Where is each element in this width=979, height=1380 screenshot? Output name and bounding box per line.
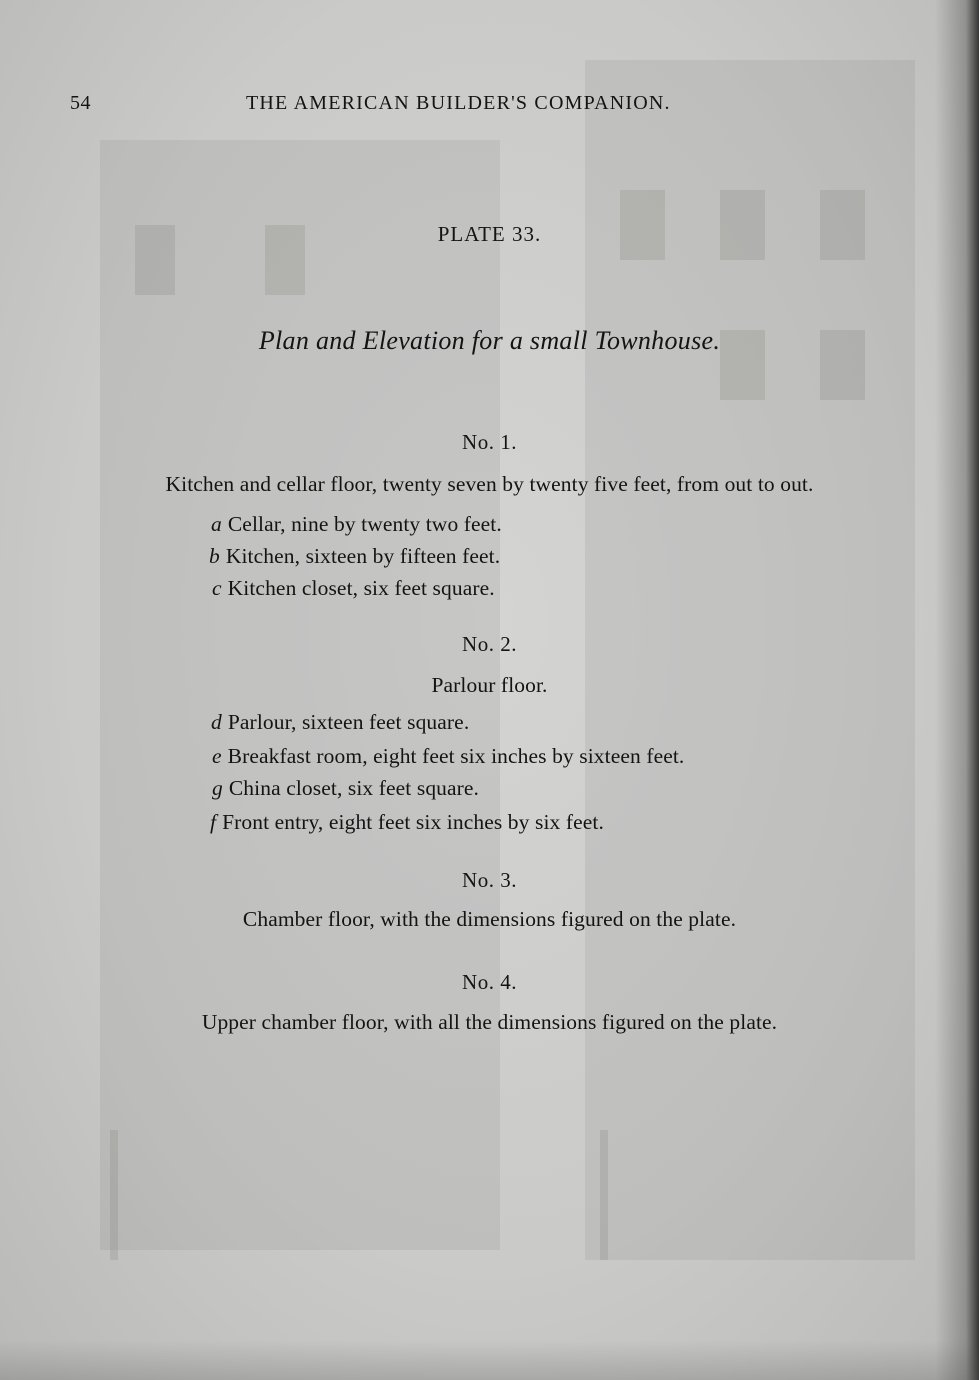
room-item-c (212, 576, 495, 601)
section-number-1: No. 1. (462, 430, 517, 454)
room-description: Breakfast room, eight feet six inches by sixteen feet. (227, 744, 685, 768)
room-description: Parlour, sixteen feet square. (227, 710, 470, 734)
room-description: Cellar, nine by twenty two feet. (227, 512, 502, 536)
floor-description-1: Kitchen and cellar floor, twenty seven by twenty five feet, from out to out. (165, 472, 814, 496)
room-key: d (211, 710, 222, 734)
room-item-g (212, 776, 479, 801)
running-title: THE AMERICAN BUILDER'S COMPANION. (246, 92, 671, 114)
room-key: e (212, 744, 222, 768)
room-item-a (211, 512, 502, 537)
room-item-b (209, 544, 500, 569)
floor-description-4: Upper chamber floor, with all the dimensions figured on the plate. (201, 1010, 778, 1034)
room-key: b (209, 544, 220, 568)
bleed-through-plan-wall (600, 1130, 608, 1260)
room-item-f (210, 810, 604, 835)
section-number-3: No. 3. (462, 868, 517, 892)
room-description: Kitchen closet, six feet square. (227, 576, 495, 600)
plate-heading: PLATE 33. (437, 222, 542, 246)
room-description: Kitchen, sixteen by fifteen feet. (225, 544, 501, 568)
section-number-2: No. 2. (462, 632, 517, 656)
room-item-e (212, 744, 684, 769)
floor-description-2: Parlour floor. (431, 673, 548, 697)
room-item-d (211, 710, 469, 735)
bleed-through-plan-wall (110, 1130, 118, 1260)
floor-description-3: Chamber floor, with the dimensions figured on the plate. (242, 907, 737, 931)
room-description: Front entry, eight feet six inches by six feet. (222, 810, 604, 834)
room-key: f (210, 810, 217, 834)
page-number: 54 (70, 92, 91, 114)
section-number-4: No. 4. (462, 970, 517, 994)
room-key: a (211, 512, 222, 536)
room-key: g (212, 776, 223, 800)
plate-title: Plan and Elevation for a small Townhouse. (258, 326, 721, 355)
room-key: c (212, 576, 222, 600)
running-header (0, 92, 979, 122)
page-bottom-shadow (0, 1340, 979, 1380)
room-description: China closet, six feet square. (228, 776, 480, 800)
